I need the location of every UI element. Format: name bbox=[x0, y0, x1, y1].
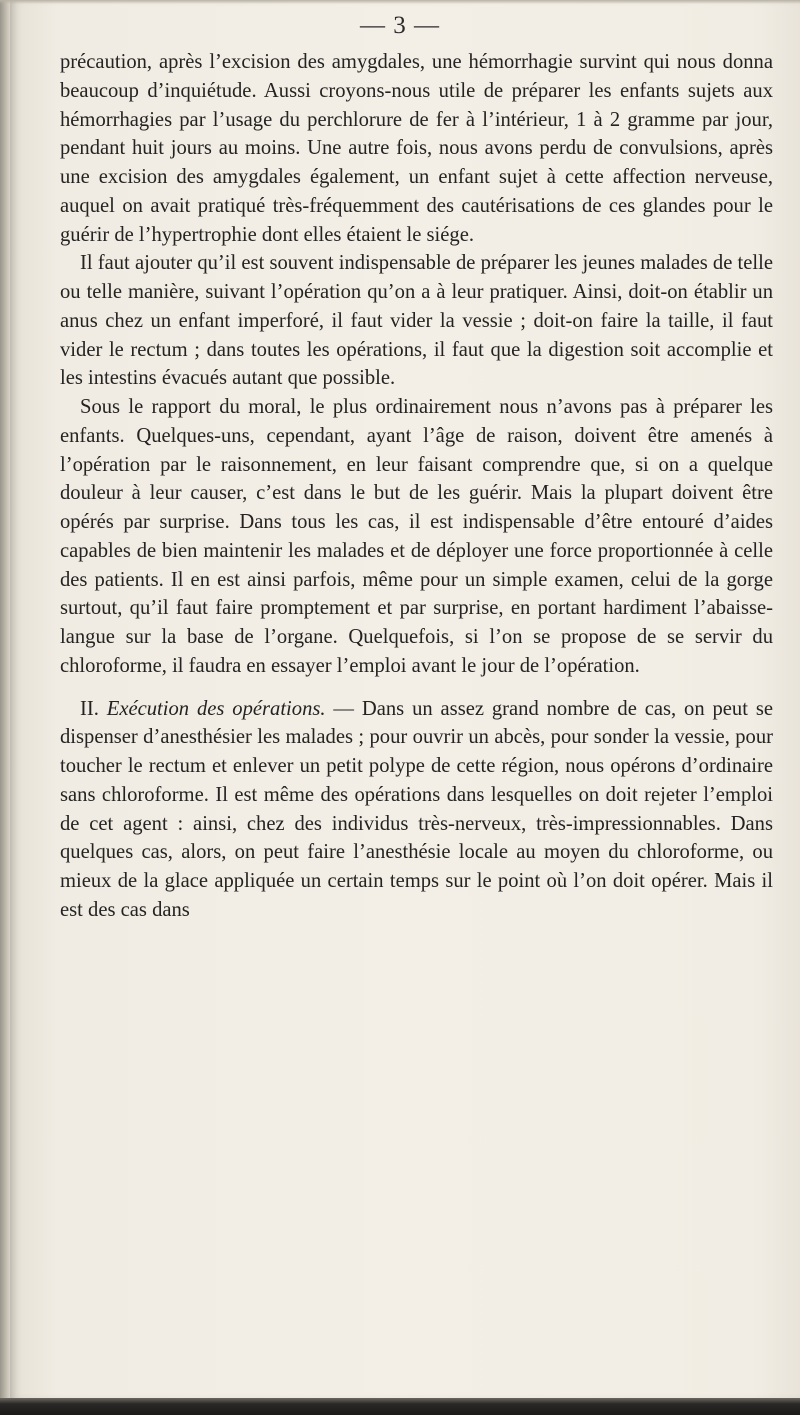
section-number: II. bbox=[80, 697, 99, 720]
section-ii bbox=[60, 695, 773, 925]
page-top-edge bbox=[0, 0, 800, 4]
scan-bottom-edge bbox=[0, 1398, 800, 1415]
paragraph-1: précaution, après l’excision des amygdales, une hémorrhagie survint qui nous donna beaucoup d’inquiétude. Aussi croyons-nous utile de préparer les enfants sujets aux hémorrhagies par l’usage du perchlorure de fer à l’intérieur, 1 à 2 gramme par jour, pendant huit jours au moins. Une autre fois, nous avons perdu de convulsions, après une excision des amygdales également, un enfant sujet à cette affection nerveuse, auquel on avait pratiqué très-fréquemment des cautérisations de ces glandes pour le guérir de l’hypertrophie dont elles étaient le siége. bbox=[60, 51, 773, 246]
paragraph-3: Sous le rapport du moral, le plus ordinairement nous n’avons pas à préparer les enfants. Quelques-uns, cependant, ayant l’âge de raison, doivent être amenés à l’opération par le raisonnement, en leur faisant comprendre que, si on a quelque douleur à leur causer, c’est dans le but de les guérir. Mais la plupart doivent être opérés par surprise. Dans tous les cas, il est indispensable d’être entouré d’aides capables de bien maintenir les malades et de déployer une force proportionnée à celle des patients. Il en est ainsi parfois, même pour un simple examen, celui de la gorge surtout, qu’il faut faire promptement et par surprise, en portant hardiment l’abaisse-langue sur la base de l’organe. Quelquefois, si l’on se propose de se servir du chloroforme, il faudra en essayer l’emploi avant le jour de l’opération. bbox=[60, 396, 773, 677]
page-number: — 3 — bbox=[360, 12, 440, 39]
section-title: Exécution des opérations. bbox=[106, 697, 326, 720]
paragraph-2: Il faut ajouter qu’il est souvent indispensable de préparer les jeunes malades de telle ou telle manière, suivant l’opération qu’on a à leur pratiquer. Ainsi, doit-on établir un anus chez un enfant imperforé, il faut vider la vessie ; doit-on faire la taille, il faut vider le rectum ; dans toutes les opérations, il faut que la digestion soit accomplie et les intestins évacués autant que possible. bbox=[60, 252, 773, 390]
section-dash: — bbox=[325, 697, 362, 720]
section-body: Dans un assez grand nombre de cas, on peut se dispenser d’anesthésier les malades ; pour ouvrir un abcès, pour sonder la vessie, pour toucher le rectum et enlever un petit polype de cette région, nous opérons d’ordinaire sans chloroforme. Il est même des opérations dans lesquelles on doit rejeter l’emploi de cet agent : ainsi, chez des individus très-nerveux, très-impressionnables. Dans quelques cas, alors, on peut faire l’anesthésie locale au moyen du chloroforme, ou mieux de la glace appliquée un certain temps sur le point où l’on doit opérer. Mais il est des cas dans bbox=[60, 697, 773, 921]
page-body bbox=[60, 48, 773, 925]
